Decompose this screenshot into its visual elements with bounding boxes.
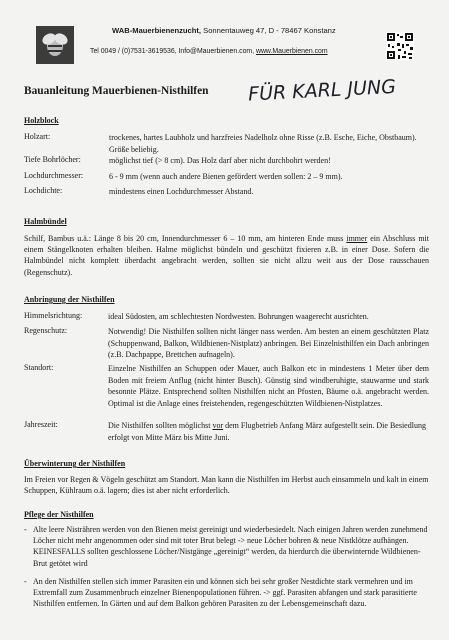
label-jahreszeit: Jahreszeit: xyxy=(24,420,58,429)
bee-logo-icon xyxy=(36,26,74,64)
pflege-bullet-2: An den Nisthilfen stellen sich immer Parasiten ein und können sich bei sehr großer Nestdichte stark vermehren und im Extremfall zum Zusammenbruch einzelner Bienenpopulationen führen. -> ggf. Parasiten abfangen und stark parasitierte Nisthilfen entfernen. In Gärten und auf dem Balkon gehören Parasiten zu der Lebensgemeinschaft dazu. xyxy=(33,577,417,609)
qr-code-icon xyxy=(386,32,414,60)
label-holzart: Holzart: xyxy=(24,132,51,141)
handwritten-note xyxy=(240,70,430,106)
company-address-line xyxy=(112,26,336,35)
label-standort: Standort: xyxy=(24,363,54,372)
label-lochdichte: Lochdichte: xyxy=(24,186,63,195)
label-himmelsrichtung: Himmelsrichtung: xyxy=(24,311,83,320)
jahreszeit-emphasis: vor xyxy=(212,421,224,430)
label-regenschutz: Regenschutz: xyxy=(24,326,68,335)
halmbuendel-emphasis: immer xyxy=(346,234,368,243)
page-title: Bauanleitung Mauerbienen-Nisthilfen xyxy=(24,85,209,97)
contact-details: Tel 0049 / (0)7531-3619536, Info@Mauerbienen.com, xyxy=(90,48,256,55)
list-item xyxy=(24,524,429,569)
jahreszeit-text-2: dem Flugbetrieb Anfang März aufgestellt sein. Die Besiedlung erfolgt von Mitte März bis Mitte Juni. xyxy=(108,421,426,442)
text-lochdurchmesser: 6 - 9 mm (wenn auch andere Bienen gefördert werden sollen: 2 – 9 mm). xyxy=(109,172,343,181)
section-heading-anbringung: Anbringung der Nisthilfen xyxy=(24,295,115,304)
paragraph-ueberwinterung: Im Freien vor Regen & Vögeln geschützt am Standort. Man kann die Nisthilfen im Herbst auch einsammeln und kalt in einem Schuppen, Kühlraum o.ä. lagern; dies ist aber nicht erforderlich. xyxy=(24,475,429,496)
halmbuendel-text-2: ein Abschluss mit einem Stängelknoten erhalten bleiben. Halme möglichst bündeln und geschützt fixieren z.B. in einer Dose. Sofern die Halmbündel nicht komplett überdacht angebracht werden, sollten sie nicht allzu weit aus der Dose rausschauen (Regenschutz). xyxy=(24,234,429,277)
bullet-dash: - xyxy=(24,525,27,534)
company-name: WAB-Mauerbienenzucht, xyxy=(112,26,202,35)
text-tiefe-bohrloecher: möglichst tief (> 8 cm). Das Holz darf aber nicht durchbohrt werden! xyxy=(109,156,331,165)
bullet-dash: - xyxy=(24,577,27,586)
website-link[interactable]: www.Mauerbienen.com xyxy=(255,48,328,55)
pflege-bullet-1: Alte leere Nisträhren werden von den Bienen meist gereinigt und wiederbesiedelt. Nach einigen Jahren werden zunehmend Löcher nicht mehr angenommen oder sind mit toter Brut belegt -> neue Löcher bohren & neue Nistklötze aufhängen. KEINESFALLS sollten geschlossene Löcher/Nistgänge „gereinigt“ werden, da hierdurch die überwinternde Wildbienen-Brut getötet wird xyxy=(33,525,428,568)
text-lochdichte: mindestens einen Lochdurchmesser Abstand. xyxy=(109,187,254,196)
label-tiefe-bohrloecher: Tiefe Bohrlöcher: xyxy=(24,155,81,164)
section-heading-ueberwinterung: Überwinterung der Nisthilfen xyxy=(24,459,126,468)
halmbuendel-text-1: Schilf, Bambus u.ä.: Länge 8 bis 20 cm, Innendurchmesser 6 – 10 mm, am hinteren Ende muss xyxy=(24,234,347,243)
jahreszeit-text-1: Die Nisthilfen sollten möglichst xyxy=(108,421,213,430)
text-standort: Einzelne Nisthilfen an Schuppen oder Mauer, auch Balkon etc in mindestens 1 Meter über dem Boden mit freiem Anflug (nicht hinter Busch). Günstig sind windberuhigte, stauwarme und stark besonnte Plätze. Entsprechend sollten Nisthilfen nicht an Pfosten, Bäume o.ä. angebracht werden. Optimal ist die Anlage eines freistehenden, regengeschützten Wildbienen-Nistplatzes. xyxy=(108,364,429,408)
section-heading-pflege: Pflege der Nisthilfen xyxy=(24,510,94,519)
section-heading-halmbuendel: Halmbündel xyxy=(24,217,67,226)
contact-line xyxy=(90,48,328,55)
letterhead xyxy=(28,18,428,68)
text-jahreszeit xyxy=(108,420,429,443)
list-item xyxy=(24,576,429,610)
section-heading-holzblock: Holzblock xyxy=(24,116,59,125)
company-address: Sonnentauweg 47, D - 78467 Konstanz xyxy=(201,26,336,35)
text-regenschutz: Notwendig! Die Nisthilfen sollten nicht länger nass werden. Am besten an einem geschützten Platz (Schuppenwand, Balkon, Wildbienen-Nistplatz) anbringen. Bei Einzelnisthilfen ein Dach anbringen (z.B. Dachpappe, Brettchen aufnageln). xyxy=(108,327,429,359)
label-lochdurchmesser: Lochdurchmesser: xyxy=(24,171,84,180)
handwritten-note-text: FÜR KARL JUNG xyxy=(247,75,397,106)
text-holzart: trockenes, hartes Laubholz und harzfreies Nadelholz ohne Risse (z.B. Esche, Eiche, Obstbaum). Größe beliebig. xyxy=(109,133,417,154)
paragraph-halmbuendel xyxy=(24,233,429,278)
text-himmelsrichtung: ideal Südosten, am schlechtesten Nordwesten. Bohrungen waagerecht ausrichten. xyxy=(108,312,369,321)
